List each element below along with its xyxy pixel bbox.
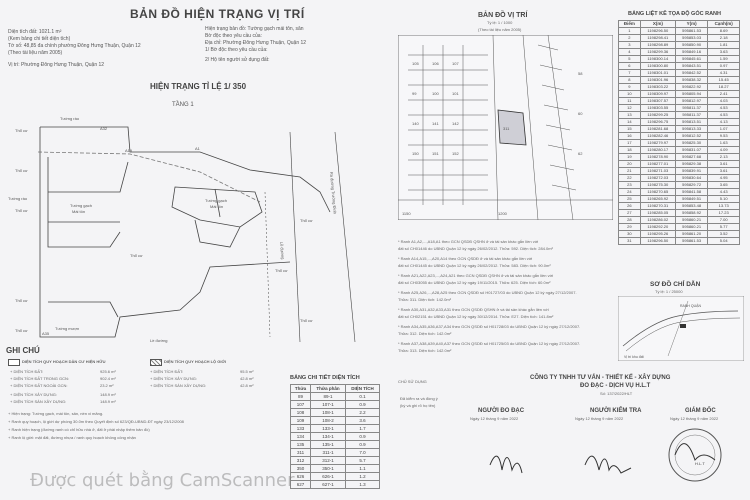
checked-by-name: (ký và ghi rõ họ tên) bbox=[400, 403, 436, 408]
svg-text:Thổ cư: Thổ cư bbox=[15, 328, 28, 333]
table-row: 134 134-1 0.9 bbox=[291, 433, 380, 441]
svg-text:A35: A35 bbox=[42, 331, 50, 336]
table-row: 89 89-1 0.1 bbox=[291, 393, 380, 401]
legend-row-2-label: + DIỆN TÍCH ĐẤT TRONG GCN: bbox=[10, 376, 70, 381]
svg-text:151: 151 bbox=[432, 151, 439, 156]
legend-right-3-value: 42.8 m² bbox=[240, 383, 254, 388]
location-map-source: (Theo tài liệu năm 2005) bbox=[478, 27, 522, 32]
header-rights-line: 2/ Hộ tên người sử dụng đất: bbox=[205, 57, 270, 63]
svg-text:Thổ cư: Thổ cư bbox=[15, 128, 28, 133]
coord-row: 26 1198270.31 595853.48 13.73 bbox=[619, 203, 740, 210]
legend-title: GHI CHÚ bbox=[6, 346, 40, 355]
svg-text:A32: A32 bbox=[100, 126, 108, 131]
note-3: + Ranh hiện trạng (đường ranh có chỉ hữu nhà ở, đất ở phải nhập thêm bản đồ) bbox=[8, 427, 150, 432]
legend-row-5-label: + DIỆN TÍCH SÀN XÂY DỰNG: bbox=[10, 399, 67, 404]
stamp-text: H.L.T bbox=[695, 461, 705, 466]
coord-row: 6 1198300.80 595843.51 0.97 bbox=[619, 63, 740, 70]
current-status-title: HIỆN TRẠNG TỈ LỆ 1/ 350 bbox=[150, 82, 247, 91]
floor-label: TẦNG 1 bbox=[172, 102, 194, 108]
coord-row: 11 1198307.57 595812.97 4.03 bbox=[619, 98, 740, 105]
cert-note-7b: Thửa: 313. Diện tích: 142.0m² bbox=[398, 348, 452, 353]
legend-row-4-label: + DIỆN TÍCH XÂY DỰNG: bbox=[10, 392, 57, 397]
director-role: GIÁM ĐỐC bbox=[685, 408, 716, 414]
table-row: 135 135-1 0.9 bbox=[291, 441, 380, 449]
table-row: 312 312-1 5.7 bbox=[291, 457, 380, 465]
svg-text:Thổ cư: Thổ cư bbox=[15, 298, 28, 303]
main-title: BẢN ĐỒ HIỆN TRẠNG VỊ TRÍ bbox=[130, 7, 305, 21]
svg-text:60: 60 bbox=[578, 111, 583, 116]
coord-row: 17 1198279.97 595825.30 1.63 bbox=[619, 140, 740, 147]
coord-table-title: BẢNG LIỆT KÊ TỌA ĐỘ GÓC RANH bbox=[628, 11, 721, 17]
coord-row: 13 1198299.25 595811.37 4.53 bbox=[619, 112, 740, 119]
cert-note-5b: đất số CH02151 do UBND Quận 12 ký ngày 30/12/2014. Thửa: E27. Diện tích: 141.8m² bbox=[398, 314, 554, 319]
cert-note-1: * Ranh A1,A2,...,A18,A1 theo GCN QSDĐ QSHN ở và tài sản khác gắn liền với bbox=[398, 239, 539, 244]
note-2: + Ranh quy hoạch, lộ giới dự phòng 30.0m theo Quyết định số 623/QĐ-UBND-ĐT ngày 23/12/2008 bbox=[8, 419, 184, 424]
coord-row: 5 1198300.14 595845.61 1.59 bbox=[619, 56, 740, 63]
coord-row: 1 1198296.50 595861.53 8.69 bbox=[619, 28, 740, 35]
svg-text:Ra đường Trường Đình: Ra đường Trường Đình bbox=[329, 171, 338, 215]
header-area-note: (Kem bảng chi tiết diện tích) bbox=[8, 36, 71, 42]
legend-right-3-label: + DIỆN TÍCH SÀN XÂY DỰNG: bbox=[150, 383, 207, 388]
inspector-role: NGƯỜI KIỂM TRA bbox=[590, 408, 642, 414]
coord-row: 24 1198270.65 595841.58 4.43 bbox=[619, 189, 740, 196]
cert-note-6b: Thửa: 312. Diện tích: 142.0m² bbox=[398, 331, 452, 336]
company-service: ĐO ĐẠC - DỊCH VỤ H.L.T bbox=[580, 383, 651, 389]
svg-text:Thổ cư: Thổ cư bbox=[130, 253, 143, 258]
coord-row: 7 1198301.01 595842.52 4.31 bbox=[619, 70, 740, 77]
svg-text:140: 140 bbox=[412, 121, 419, 126]
legend-row-1-value: 925.6 m² bbox=[100, 369, 116, 374]
coord-row: 9 1198303.22 595822.92 18.27 bbox=[619, 84, 740, 91]
legend-row-4-value: 148.9 m² bbox=[100, 392, 116, 397]
svg-text:62: 62 bbox=[578, 151, 583, 156]
svg-text:1150: 1150 bbox=[402, 211, 411, 216]
scanner-watermark: Được quét bằng CamScanner bbox=[30, 470, 295, 491]
svg-text:107: 107 bbox=[452, 61, 459, 66]
svg-text:58: 58 bbox=[578, 71, 583, 76]
svg-text:99: 99 bbox=[412, 91, 417, 96]
legend-right-2-label: + DIỆN TÍCH XÂY DỰNG: bbox=[150, 376, 197, 381]
coord-row: 2 1198298.41 595853.03 2.18 bbox=[619, 35, 740, 42]
note-checked-label: CHỦ SỬ DỤNG bbox=[398, 379, 427, 384]
table-row: 109 108-2 3.6 bbox=[291, 417, 380, 425]
coord-row: 29 1198292.20 595860.21 5.77 bbox=[619, 224, 740, 231]
header-planning-line: Bờ độc theo yêu cầu của: bbox=[205, 33, 262, 39]
file-number: Số: 137/2022/HLT bbox=[600, 391, 633, 396]
table-row: 108 108-1 2.2 bbox=[291, 409, 380, 417]
legend-row-1-label: + DIỆN TÍCH ĐẤT: bbox=[10, 369, 44, 374]
coord-row: 19 1198278.90 595827.68 2.13 bbox=[619, 154, 740, 161]
coord-row: 8 1198301.96 595838.32 15.45 bbox=[619, 77, 740, 84]
note-4: + Ranh lộ giới: mặt đất, đường nhựa / ranh quy hoạch không công nhận bbox=[8, 435, 136, 440]
coord-row: 31 1198296.50 595861.53 5.04 bbox=[619, 238, 740, 245]
location-map-title: BẢN ĐỒ VỊ TRÍ bbox=[478, 12, 528, 19]
coord-row: 14 1198296.75 595813.51 4.13 bbox=[619, 119, 740, 126]
cert-note-1b: đất số CH01446 do UBND Quận 12 ký ngày 26/02/2012. Thửa: 592. Diện tích: 284.0m² bbox=[398, 246, 553, 251]
legend-row-5-value: 148.9 m² bbox=[100, 399, 116, 404]
legend-right-1-label: + DIỆN TÍCH ĐẤT: bbox=[150, 369, 184, 374]
cert-note-6: * Ranh A34,A35,A36,A37,A34 theo GCN QSDĐ số H01728/03 do UBND Quận 12 ký ngày 27/12/2007. bbox=[398, 324, 581, 329]
area-table bbox=[290, 384, 380, 489]
area-col-area: DIỆN TÍCH bbox=[346, 385, 380, 393]
svg-text:106: 106 bbox=[432, 61, 439, 66]
index-map-scale: Tỷ lệ: 1 / 25000 bbox=[655, 289, 683, 294]
area-col-parcel: Thửa bbox=[291, 385, 311, 393]
coord-row: 28 1198286.02 595860.21 7.00 bbox=[619, 217, 740, 224]
surveyor-role: NGƯỜI ĐO ĐẠC bbox=[478, 408, 525, 414]
coord-row: 3 1198298.89 595850.90 1.81 bbox=[619, 42, 740, 49]
header-owner-line: 1/ Bờ độc theo yêu cầu của: bbox=[205, 47, 268, 53]
svg-text:150: 150 bbox=[412, 151, 419, 156]
inspector-date: Ngày 12 tháng 9 năm 2022 bbox=[575, 416, 624, 421]
cert-note-7: * Ranh A37,A38,A39,A40,A37 theo GCN QSDĐ số H01725/03 do UBND Quận 12 ký ngày 27/12/2007. bbox=[398, 341, 581, 346]
svg-text:Thổ cư: Thổ cư bbox=[300, 318, 313, 323]
cert-note-3: * Ranh A21,A22,A23,...,A24,A21 theo GCN QSDĐ QSHN ở và tài sản khác gắn liền với bbox=[398, 273, 554, 278]
coord-row: 20 1198277.01 595829.38 3.61 bbox=[619, 161, 740, 168]
cert-note-5: * Ranh A30,A31,A32,A33,A31 theo GCN QSDĐ QSHN ở và tài sản khác gắn liền với bbox=[398, 307, 549, 312]
site-plan-sketch bbox=[0, 92, 380, 347]
svg-text:105: 105 bbox=[412, 61, 419, 66]
company-name: CÔNG TY TNHH TƯ VẤN - THIẾT KẾ - XÂY DỰNG bbox=[530, 375, 671, 381]
table-row: 133 133-1 1.7 bbox=[291, 425, 380, 433]
coord-row: 27 1198285.05 595858.92 17.23 bbox=[619, 210, 740, 217]
index-map-site-label: Vị trí khu đất bbox=[624, 355, 644, 359]
signatures bbox=[470, 425, 745, 495]
header-location-line: Vị trí: Phường Đông Hưng Thuận, Quận 12 bbox=[8, 62, 105, 68]
svg-text:Mái tôn: Mái tôn bbox=[210, 204, 224, 209]
header-ward-line: Địa chỉ: Phường Đông Hưng Thuận, Quận 12 bbox=[205, 40, 307, 46]
svg-text:Thổ cư: Thổ cư bbox=[15, 208, 28, 213]
legend-right-2-value: 42.8 m² bbox=[240, 376, 254, 381]
checked-by-text: Đã kiểm ra và đồng ý bbox=[400, 396, 438, 401]
svg-text:1200: 1200 bbox=[498, 211, 507, 216]
index-map-road-label: RANH QUẬN bbox=[680, 304, 702, 308]
note-1: + Hiện trạng: Tường gạch, mái tôn, sân, nền xi măng. bbox=[8, 411, 104, 416]
table-row: 626 626-1 1.2 bbox=[291, 473, 380, 481]
svg-text:Thổ cư: Thổ cư bbox=[300, 218, 313, 223]
planning-boundary-swatch bbox=[150, 359, 162, 366]
svg-text:Tường rào: Tường rào bbox=[8, 196, 28, 201]
svg-text:Mái tôn: Mái tôn bbox=[72, 209, 86, 214]
legend-row-3-label: + DIỆN TÍCH ĐẤT NGOÀI GCN: bbox=[10, 383, 68, 388]
svg-text:A1: A1 bbox=[195, 146, 200, 151]
surveyor-date: Ngày 12 tháng 9 năm 2022 bbox=[470, 416, 519, 421]
index-map-title: SƠ ĐỒ CHỈ DẪN bbox=[650, 281, 701, 288]
svg-text:142: 142 bbox=[452, 121, 459, 126]
svg-text:152: 152 bbox=[452, 151, 459, 156]
svg-text:Thổ cư: Thổ cư bbox=[15, 168, 28, 173]
header-area-line: Diện tích đất: 1021.1 m² bbox=[8, 29, 62, 35]
legend-row-2-value: 902.4 m² bbox=[100, 376, 116, 381]
cert-note-2: * Ranh A14,A15,...,A20,A14 theo GCN QSDĐ ở và tài sản khác gắn liền với bbox=[398, 256, 533, 261]
location-map-scale: Tỷ lệ: 1 / 1000 bbox=[487, 20, 513, 25]
table-row: 311 311-1 7.0 bbox=[291, 449, 380, 457]
coord-row: 16 1198282.46 595812.52 9.53 bbox=[619, 133, 740, 140]
svg-text:Lề đường: Lề đường bbox=[150, 338, 168, 343]
coord-row: 15 1198281.68 595813.33 1.07 bbox=[619, 126, 740, 133]
cadastral-map bbox=[398, 35, 613, 220]
index-map bbox=[618, 296, 744, 361]
planning-boundary-header: DIỆN TÍCH QUY HOẠCH LỘ GIỚI bbox=[164, 359, 227, 364]
cert-note-2b: đất số CH01445 do UBND Quận 12 ký ngày 26/02/2012. Thửa: 583. Diện tích: 90.0m² bbox=[398, 263, 551, 268]
coord-row: 12 1198303.55 595811.37 4.53 bbox=[619, 105, 740, 112]
table-row: 107 107-1 0.9 bbox=[291, 401, 380, 409]
coord-row: 4 1198299.36 595849.16 3.63 bbox=[619, 49, 740, 56]
header-address-line: Tờ số: 48,85 đa chính phường Đông Hưng Thuận, Quận 12 bbox=[8, 43, 141, 49]
coord-row: 10 1198309.97 595805.94 2.41 bbox=[619, 91, 740, 98]
area-table-title: BẢNG CHI TIẾT DIỆN TÍCH bbox=[290, 375, 360, 381]
header-structure-line: Hiện trạng bản đồ: Tường gạch mái tôn, sân bbox=[205, 26, 304, 32]
coord-row: 21 1198271.03 595839.91 3.61 bbox=[619, 168, 740, 175]
table-row: 627 627-1 1.3 bbox=[291, 481, 380, 489]
svg-text:311: 311 bbox=[503, 126, 510, 131]
svg-text:Tường mượn: Tường mượn bbox=[55, 326, 80, 331]
coord-row: 18 1198280.17 595831.07 4.09 bbox=[619, 147, 740, 154]
svg-text:A19: A19 bbox=[125, 148, 133, 153]
svg-text:141: 141 bbox=[432, 121, 439, 126]
coord-row: 22 1198272.03 595830.64 4.95 bbox=[619, 175, 740, 182]
svg-text:100: 100 bbox=[432, 91, 439, 96]
svg-text:Thổ cư: Thổ cư bbox=[275, 268, 288, 273]
cert-note-3b: đất số CH03055 do UBND Quận 12 ký ngày 19/11/2015. Thửa: 625. Diện tích: 60.0m² bbox=[398, 280, 551, 285]
legend-right-1-value: 95.5 m² bbox=[240, 369, 254, 374]
svg-text:101: 101 bbox=[452, 91, 459, 96]
legend-row-3-value: 23.2 m² bbox=[100, 383, 114, 388]
svg-text:Lề đường: Lề đường bbox=[279, 241, 286, 260]
svg-text:Tường gạch: Tường gạch bbox=[205, 198, 227, 203]
svg-text:Tường gạch: Tường gạch bbox=[70, 203, 92, 208]
coord-row: 30 1198295.26 595861.20 3.52 bbox=[619, 231, 740, 238]
area-col-sub: Thửa phân bbox=[311, 385, 346, 393]
cert-note-4: * Ranh A25,A26,...,A28,A25 theo GCN QSDĐ số H01727/03 do UBND Quận 12 ký ngày 27/12/2007. bbox=[398, 290, 577, 295]
svg-text:Tường rào: Tường rào bbox=[60, 116, 80, 121]
coord-row: 23 1198275.30 595829.72 3.65 bbox=[619, 182, 740, 189]
table-row: 350 350-1 1.1 bbox=[291, 465, 380, 473]
coord-row: 25 1198265.92 595849.51 5.10 bbox=[619, 196, 740, 203]
planning-area-swatch bbox=[8, 359, 20, 366]
coord-table: Điểm X(m) Y(m) Cạnh(m) 1 1198296.50 595861.53 8.69 2 1198298.41 595853.03 2.18 3 1198298.89 595850.90 1.81 4 1198299.36 595849.16 3.63 5 1198300.14 595845.61 1.59 6 1198300.80 595843.51 0.97 7 1198301.01 595842.52 4.31 8 1198301.96 595838.32 15.45 9 1198303.22 595822.92 18.27 10 1198309.97 595805.94 2.41 11 1198307.57 595812.97 4.03 12 1198303.55 595811.37 4.53 13 1198299.25 595811.37 4.53 14 1198296.75 595813.51 4.13 15 1198281.68 595813.33 1.07 16 1198282.46 595812.52 9.53 17 1198279.97 595825.30 1.63 18 1198280.17 595831.07 4.09 19 1198278.90 595827.68 2.13 20 1198277.01 595829.38 3.61 21 1198271.03 595839.91 3.61 22 1198272.03 595830.64 4.95 23 1198275.30 595829.72 3.65 24 1198270.65 595841.58 4.43 25 1198265.92 595849.51 5.10 26 1198270.31 595853.48 13.73 27 1198285.05 595858.92 17.23 28 1198286.02 595860.21 7.00 29 1198292.20 595860.21 5.77 30 1198295.26 595861.20 3.52 31 1198296.50 595861.53 5.04 bbox=[618, 20, 740, 245]
header-source-line: (Theo tài liệu năm 2005) bbox=[8, 50, 63, 56]
cert-note-4b: Thửa: 311. Diện tích: 142.0m² bbox=[398, 297, 452, 302]
planning-area-header: DIỆN TÍCH QUY HOẠCH DÂN CƯ HIỆN HỮU bbox=[22, 359, 106, 364]
director-date: Ngày 12 tháng 9 năm 2022 bbox=[670, 416, 719, 421]
